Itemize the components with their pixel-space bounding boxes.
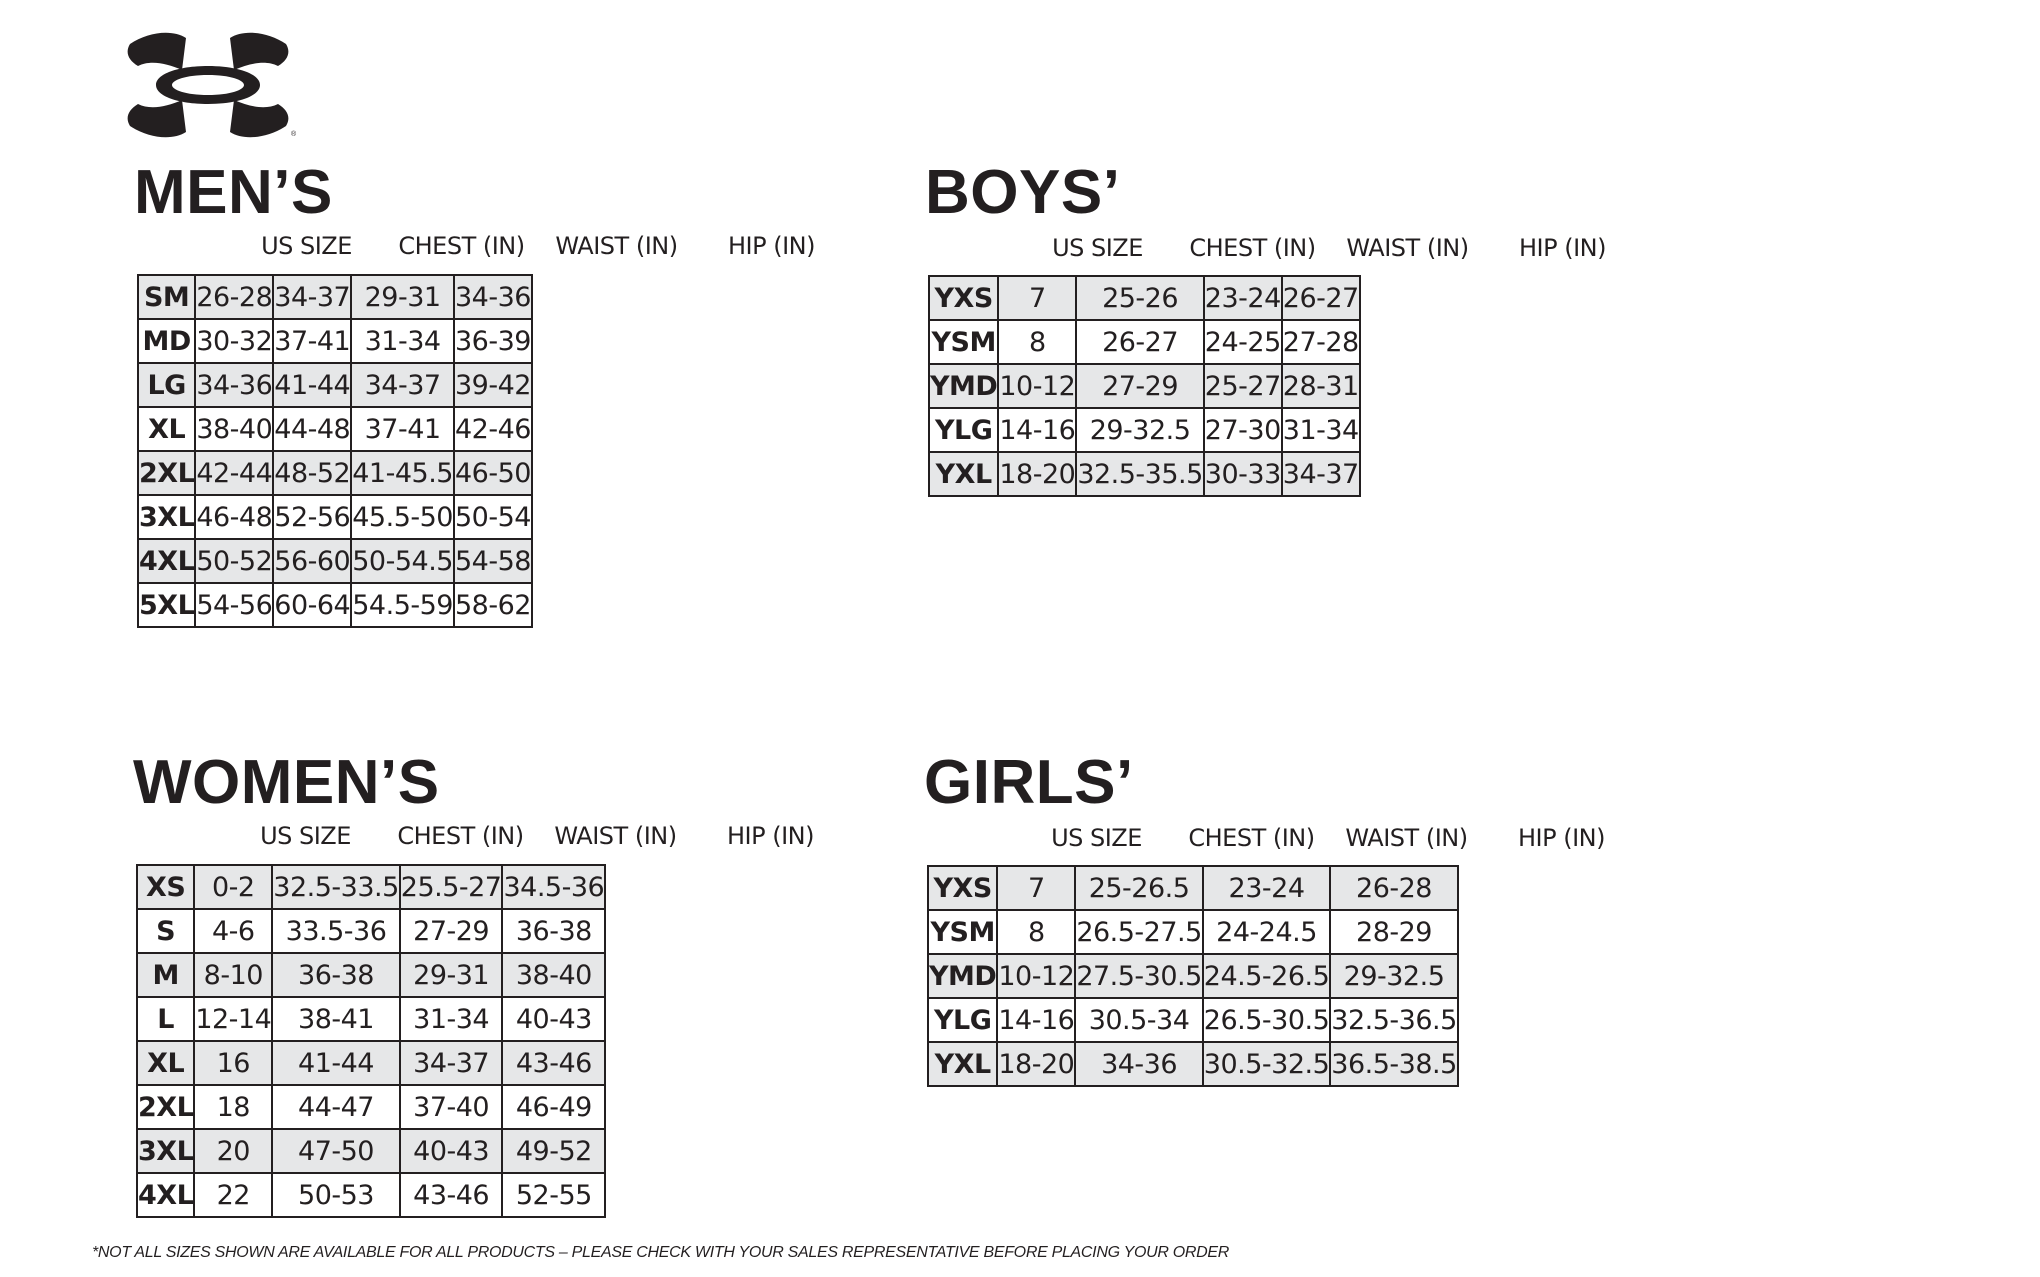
measurement-cell: 50-54 bbox=[454, 495, 532, 539]
size-label-cell: XL bbox=[138, 407, 195, 451]
measurement-cell: 27-29 bbox=[400, 909, 503, 953]
measurement-cell: 34-36 bbox=[454, 275, 532, 319]
measurement-cell: 16 bbox=[194, 1041, 272, 1085]
measurement-cell: 25.5-27 bbox=[400, 865, 503, 909]
measurement-cell: 36-39 bbox=[454, 319, 532, 363]
size-label-cell: M bbox=[137, 953, 194, 997]
header-us-size: US SIZE bbox=[1051, 824, 1142, 852]
measurement-cell: 20 bbox=[194, 1129, 272, 1173]
measurement-cell: 25-26 bbox=[1076, 276, 1203, 320]
table-row bbox=[137, 1085, 605, 1129]
header-us-size: US SIZE bbox=[260, 822, 351, 850]
measurement-cell: 26-28 bbox=[1330, 866, 1457, 910]
under-armour-logo-icon bbox=[120, 30, 300, 140]
measurement-cell: 37-41 bbox=[351, 407, 454, 451]
measurement-cell: 28-31 bbox=[1282, 364, 1360, 408]
measurement-cell: 54.5-59 bbox=[351, 583, 454, 627]
size-label-cell: SM bbox=[138, 275, 195, 319]
section-title: WOMEN’S bbox=[133, 748, 440, 817]
header-us-size: US SIZE bbox=[261, 232, 352, 260]
section-title: MEN’S bbox=[134, 158, 333, 227]
size-label-cell: YLG bbox=[929, 408, 998, 452]
measurement-cell: 24.5-26.5 bbox=[1203, 954, 1330, 998]
measurement-cell: 41-45.5 bbox=[351, 451, 454, 495]
table-row bbox=[138, 275, 532, 319]
table-row bbox=[929, 276, 1360, 320]
measurement-cell: 34-36 bbox=[195, 363, 273, 407]
measurement-cell: 28-29 bbox=[1330, 910, 1457, 954]
measurement-cell: 30.5-32.5 bbox=[1203, 1042, 1330, 1086]
size-label-cell: YSM bbox=[929, 320, 998, 364]
measurement-cell: 27-30 bbox=[1204, 408, 1282, 452]
table-row bbox=[138, 319, 532, 363]
table-row bbox=[929, 364, 1360, 408]
header-chest: CHEST (IN) bbox=[398, 232, 525, 260]
table-row bbox=[928, 998, 1458, 1042]
measurement-cell: 8-10 bbox=[194, 953, 272, 997]
measurement-cell: 54-56 bbox=[195, 583, 273, 627]
measurement-cell: 29-31 bbox=[400, 953, 503, 997]
table-row bbox=[137, 1173, 605, 1217]
measurement-cell: 24-24.5 bbox=[1203, 910, 1330, 954]
table-row bbox=[138, 363, 532, 407]
table-row bbox=[137, 953, 605, 997]
measurement-cell: 50-53 bbox=[272, 1173, 399, 1217]
size-table bbox=[136, 864, 606, 1218]
measurement-cell: 31-34 bbox=[400, 997, 503, 1041]
table-row bbox=[138, 451, 532, 495]
size-label-cell: 2XL bbox=[138, 451, 195, 495]
measurement-cell: 30-33 bbox=[1204, 452, 1282, 496]
size-label-cell: YMD bbox=[928, 954, 997, 998]
measurement-cell: 18-20 bbox=[998, 452, 1076, 496]
size-label-cell: 3XL bbox=[137, 1129, 194, 1173]
size-label-cell: YMD bbox=[929, 364, 998, 408]
measurement-cell: 37-40 bbox=[400, 1085, 503, 1129]
size-label-cell: YXS bbox=[928, 866, 997, 910]
measurement-cell: 26-28 bbox=[195, 275, 273, 319]
table-row bbox=[137, 997, 605, 1041]
measurement-cell: 25-27 bbox=[1204, 364, 1282, 408]
measurement-cell: 26.5-30.5 bbox=[1203, 998, 1330, 1042]
size-label-cell: XL bbox=[137, 1041, 194, 1085]
table-row bbox=[138, 539, 532, 583]
header-chest: CHEST (IN) bbox=[397, 822, 524, 850]
measurement-cell: 46-49 bbox=[502, 1085, 605, 1129]
size-label-cell: YLG bbox=[928, 998, 997, 1042]
measurement-cell: 18-20 bbox=[997, 1042, 1075, 1086]
header-hip: HIP (IN) bbox=[727, 822, 814, 850]
measurement-cell: 58-62 bbox=[454, 583, 532, 627]
measurement-cell: 22 bbox=[194, 1173, 272, 1217]
measurement-cell: 38-40 bbox=[502, 953, 605, 997]
measurement-cell: 25-26.5 bbox=[1075, 866, 1202, 910]
measurement-cell: 36.5-38.5 bbox=[1330, 1042, 1457, 1086]
size-table bbox=[928, 275, 1361, 497]
measurement-cell: 7 bbox=[998, 276, 1076, 320]
header-waist: WAIST (IN) bbox=[554, 822, 677, 850]
measurement-cell: 49-52 bbox=[502, 1129, 605, 1173]
table-row bbox=[928, 1042, 1458, 1086]
measurement-cell: 34.5-36 bbox=[502, 865, 605, 909]
size-table bbox=[137, 274, 533, 628]
size-label-cell: YXL bbox=[928, 1042, 997, 1086]
measurement-cell: 32.5-35.5 bbox=[1076, 452, 1203, 496]
column-headers bbox=[1020, 232, 1640, 264]
table-row bbox=[137, 1041, 605, 1085]
measurement-cell: 52-55 bbox=[502, 1173, 605, 1217]
measurement-cell: 0-2 bbox=[194, 865, 272, 909]
measurement-cell: 37-41 bbox=[273, 319, 351, 363]
measurement-cell: 43-46 bbox=[400, 1173, 503, 1217]
measurement-cell: 47-50 bbox=[272, 1129, 399, 1173]
size-label-cell: YXS bbox=[929, 276, 998, 320]
table-row bbox=[137, 865, 605, 909]
table-row bbox=[138, 407, 532, 451]
measurement-cell: 50-52 bbox=[195, 539, 273, 583]
measurement-cell: 30-32 bbox=[195, 319, 273, 363]
measurement-cell: 7 bbox=[997, 866, 1075, 910]
header-waist: WAIST (IN) bbox=[555, 232, 678, 260]
measurement-cell: 26.5-27.5 bbox=[1075, 910, 1202, 954]
measurement-cell: 8 bbox=[998, 320, 1076, 364]
measurement-cell: 34-37 bbox=[351, 363, 454, 407]
measurement-cell: 26-27 bbox=[1282, 276, 1360, 320]
header-hip: HIP (IN) bbox=[1518, 824, 1605, 852]
size-label-cell: 2XL bbox=[137, 1085, 194, 1129]
measurement-cell: 45.5-50 bbox=[351, 495, 454, 539]
section-title: BOYS’ bbox=[925, 158, 1121, 227]
column-headers bbox=[228, 820, 848, 852]
measurement-cell: 10-12 bbox=[998, 364, 1076, 408]
measurement-cell: 50-54.5 bbox=[351, 539, 454, 583]
measurement-cell: 12-14 bbox=[194, 997, 272, 1041]
column-headers bbox=[229, 230, 849, 262]
measurement-cell: 34-37 bbox=[273, 275, 351, 319]
measurement-cell: 27-29 bbox=[1076, 364, 1203, 408]
measurement-cell: 34-37 bbox=[400, 1041, 503, 1085]
measurement-cell: 18 bbox=[194, 1085, 272, 1129]
size-label-cell: 5XL bbox=[138, 583, 195, 627]
footnote: *NOT ALL SIZES SHOWN ARE AVAILABLE FOR ALL PRODUCTS – PLEASE CHECK WITH YOUR SALES REPRESENTATIVE BEFORE PLACING YOUR ORDER bbox=[92, 1244, 1230, 1261]
column-headers bbox=[1019, 822, 1639, 854]
measurement-cell: 14-16 bbox=[998, 408, 1076, 452]
measurement-cell: 60-64 bbox=[273, 583, 351, 627]
header-waist: WAIST (IN) bbox=[1345, 824, 1468, 852]
header-waist: WAIST (IN) bbox=[1346, 234, 1469, 262]
measurement-cell: 39-42 bbox=[454, 363, 532, 407]
header-chest: CHEST (IN) bbox=[1189, 234, 1316, 262]
measurement-cell: 31-34 bbox=[351, 319, 454, 363]
measurement-cell: 8 bbox=[997, 910, 1075, 954]
measurement-cell: 32.5-33.5 bbox=[272, 865, 399, 909]
measurement-cell: 36-38 bbox=[502, 909, 605, 953]
measurement-cell: 34-36 bbox=[1075, 1042, 1202, 1086]
section-title: GIRLS’ bbox=[924, 748, 1134, 817]
measurement-cell: 23-24 bbox=[1204, 276, 1282, 320]
measurement-cell: 48-52 bbox=[273, 451, 351, 495]
measurement-cell: 54-58 bbox=[454, 539, 532, 583]
size-label-cell: L bbox=[137, 997, 194, 1041]
measurement-cell: 23-24 bbox=[1203, 866, 1330, 910]
size-label-cell: 4XL bbox=[138, 539, 195, 583]
measurement-cell: 44-47 bbox=[272, 1085, 399, 1129]
size-table bbox=[927, 865, 1459, 1087]
measurement-cell: 30.5-34 bbox=[1075, 998, 1202, 1042]
table-row bbox=[138, 495, 532, 539]
measurement-cell: 32.5-36.5 bbox=[1330, 998, 1457, 1042]
measurement-cell: 46-50 bbox=[454, 451, 532, 495]
measurement-cell: 44-48 bbox=[273, 407, 351, 451]
size-label-cell: 4XL bbox=[137, 1173, 194, 1217]
measurement-cell: 36-38 bbox=[272, 953, 399, 997]
measurement-cell: 29-31 bbox=[351, 275, 454, 319]
measurement-cell: 33.5-36 bbox=[272, 909, 399, 953]
table-row bbox=[929, 320, 1360, 364]
measurement-cell: 41-44 bbox=[273, 363, 351, 407]
measurement-cell: 43-46 bbox=[502, 1041, 605, 1085]
measurement-cell: 46-48 bbox=[195, 495, 273, 539]
measurement-cell: 27-28 bbox=[1282, 320, 1360, 364]
size-label-cell: XS bbox=[137, 865, 194, 909]
measurement-cell: 24-25 bbox=[1204, 320, 1282, 364]
measurement-cell: 41-44 bbox=[272, 1041, 399, 1085]
size-label-cell: 3XL bbox=[138, 495, 195, 539]
table-row bbox=[929, 408, 1360, 452]
measurement-cell: 14-16 bbox=[997, 998, 1075, 1042]
measurement-cell: 26-27 bbox=[1076, 320, 1203, 364]
measurement-cell: 31-34 bbox=[1282, 408, 1360, 452]
size-label-cell: MD bbox=[138, 319, 195, 363]
size-label-cell: YXL bbox=[929, 452, 998, 496]
measurement-cell: 38-41 bbox=[272, 997, 399, 1041]
measurement-cell: 40-43 bbox=[400, 1129, 503, 1173]
size-label-cell: YSM bbox=[928, 910, 997, 954]
measurement-cell: 42-44 bbox=[195, 451, 273, 495]
size-label-cell: LG bbox=[138, 363, 195, 407]
measurement-cell: 56-60 bbox=[273, 539, 351, 583]
measurement-cell: 29-32.5 bbox=[1076, 408, 1203, 452]
measurement-cell: 40-43 bbox=[502, 997, 605, 1041]
table-row bbox=[929, 452, 1360, 496]
measurement-cell: 29-32.5 bbox=[1330, 954, 1457, 998]
table-row bbox=[137, 909, 605, 953]
table-row bbox=[137, 1129, 605, 1173]
table-row bbox=[928, 910, 1458, 954]
table-row bbox=[138, 583, 532, 627]
header-us-size: US SIZE bbox=[1052, 234, 1143, 262]
measurement-cell: 10-12 bbox=[997, 954, 1075, 998]
header-chest: CHEST (IN) bbox=[1188, 824, 1315, 852]
measurement-cell: 42-46 bbox=[454, 407, 532, 451]
header-hip: HIP (IN) bbox=[1519, 234, 1606, 262]
measurement-cell: 38-40 bbox=[195, 407, 273, 451]
measurement-cell: 52-56 bbox=[273, 495, 351, 539]
table-row bbox=[928, 866, 1458, 910]
svg-text:®: ® bbox=[291, 131, 297, 138]
table-row bbox=[928, 954, 1458, 998]
measurement-cell: 4-6 bbox=[194, 909, 272, 953]
size-label-cell: S bbox=[137, 909, 194, 953]
measurement-cell: 34-37 bbox=[1282, 452, 1360, 496]
measurement-cell: 27.5-30.5 bbox=[1075, 954, 1202, 998]
header-hip: HIP (IN) bbox=[728, 232, 815, 260]
